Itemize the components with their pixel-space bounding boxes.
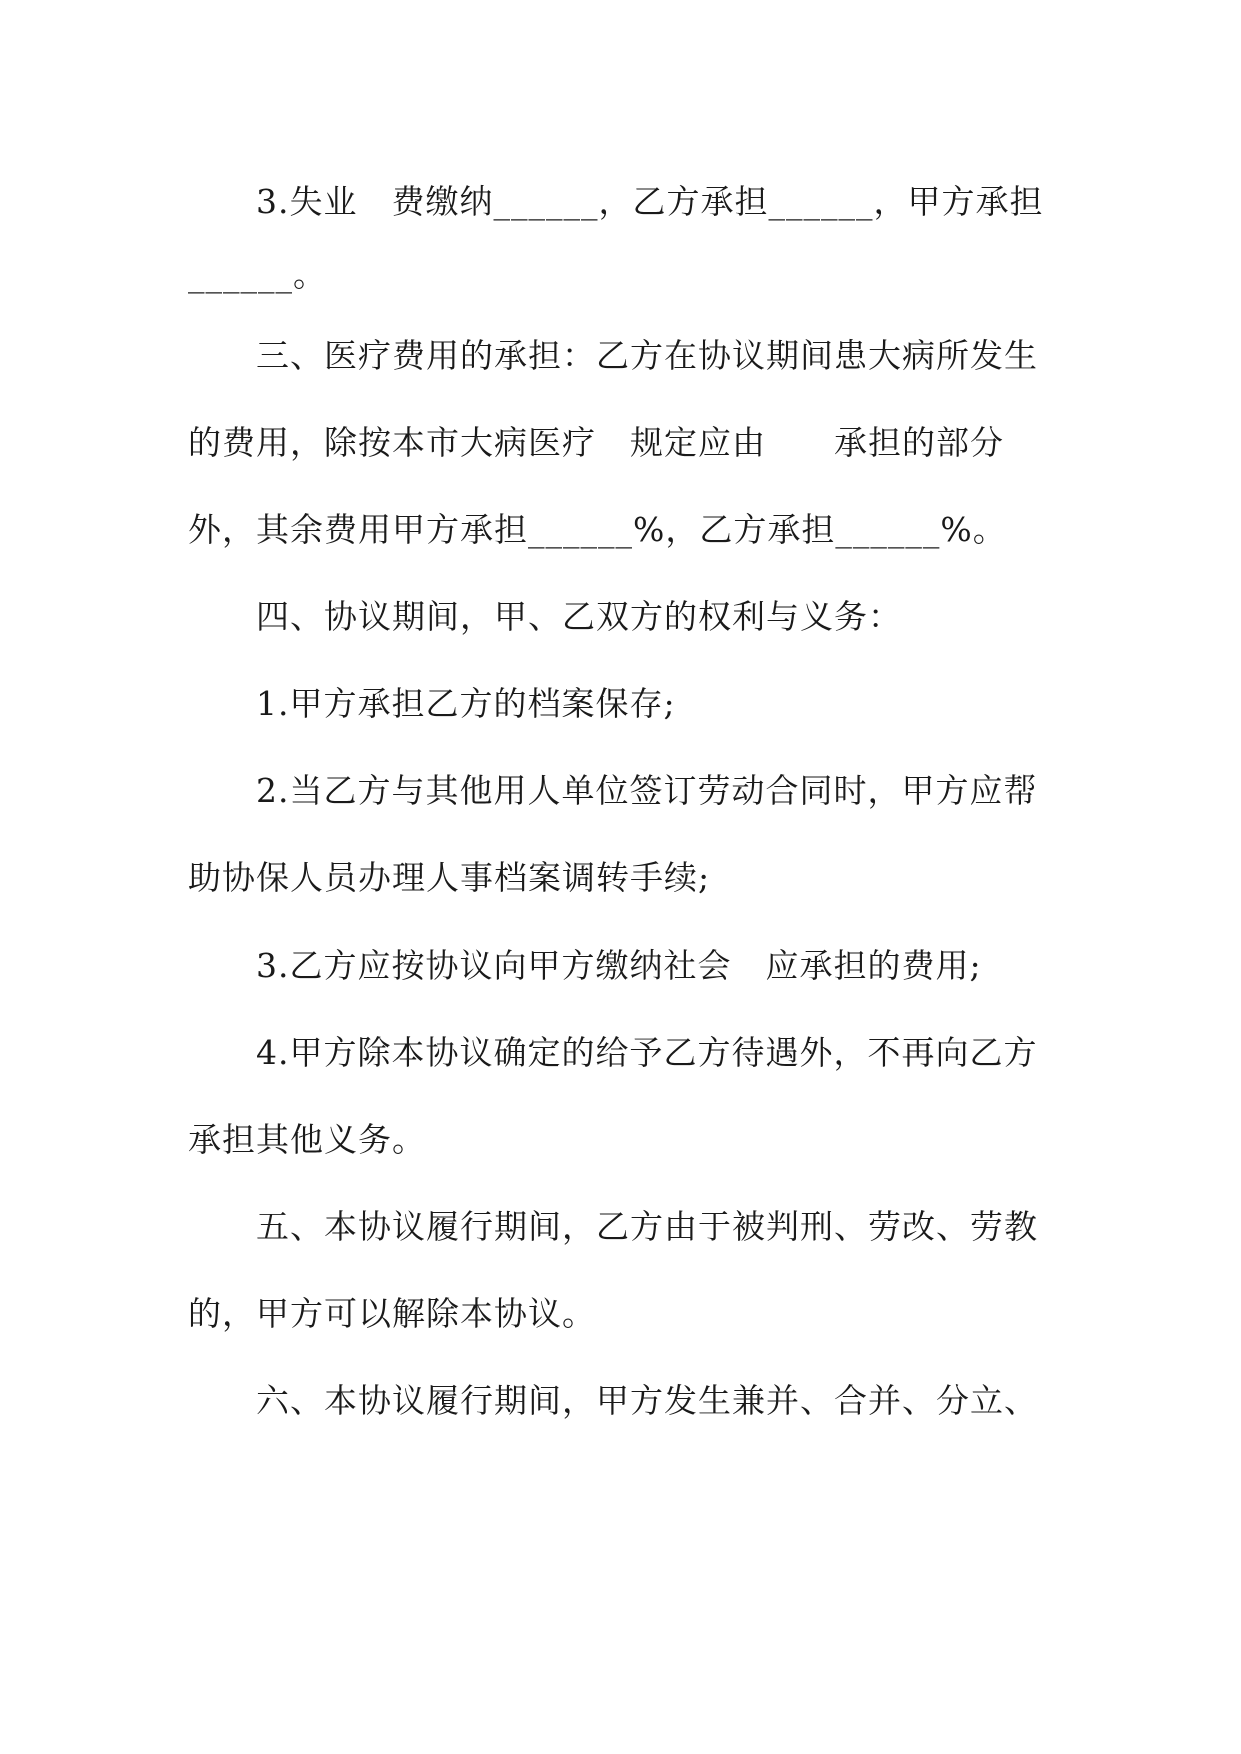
text-line-section-4: 四、协议期间，甲、乙双方的权利与义务： [256, 597, 902, 636]
text-line-section-4-item-2-cont: 助协保人员办理人事档案调转手续; [188, 858, 711, 897]
text-line-section-4-item-1: 1.甲方承担乙方的档案保存; [256, 684, 676, 723]
text-line-section-5-cont: 的，甲方可以解除本协议。 [188, 1294, 596, 1333]
text-line-clause-2-3-cont: ______。 [188, 255, 327, 294]
text-line-section-5: 五、本协议履行期间，乙方由于被判刑、劳改、劳教 [256, 1207, 1038, 1246]
text-line-section-3: 三、医疗费用的承担：乙方在协议期间患大病所发生 [256, 336, 1038, 375]
text-line-section-3-cont-2: 外，其余费用甲方承担______%，乙方承担______%。 [188, 510, 1007, 549]
text-line-section-3-cont-1: 的费用，除按本市大病医疗 规定应由 承担的部分 [188, 423, 1004, 462]
text-line-section-6: 六、本协议履行期间，甲方发生兼并、合并、分立、 [256, 1381, 1038, 1420]
text-line-section-4-item-4-cont: 承担其他义务。 [188, 1120, 426, 1159]
text-line-section-4-item-2: 2.当乙方与其他用人单位签订劳动合同时，甲方应帮 [256, 771, 1038, 810]
text-line-section-4-item-4: 4.甲方除本协议确定的给予乙方待遇外，不再向乙方 [256, 1033, 1038, 1072]
text-line-section-4-item-3: 3.乙方应按协议向甲方缴纳社会 应承担的费用; [256, 946, 982, 985]
text-line-clause-2-3: 3.失业 费缴纳______，乙方承担______，甲方承担 [256, 182, 1044, 221]
